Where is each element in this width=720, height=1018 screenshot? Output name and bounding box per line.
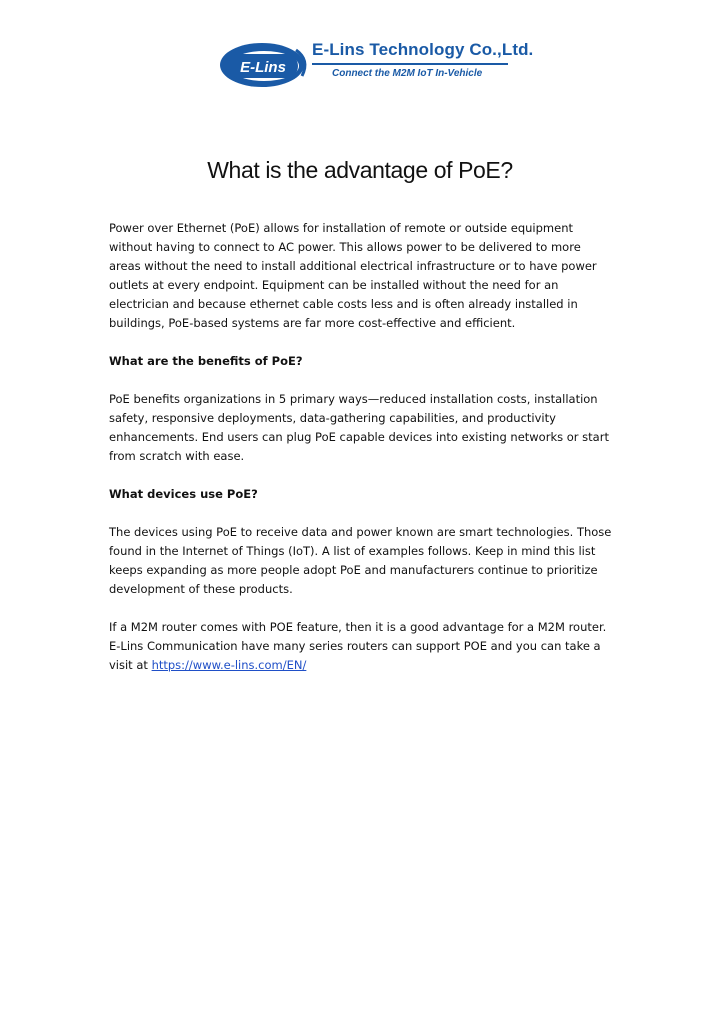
- devices-paragraph: The devices using PoE to receive data and power known are smart technologies. Those found in the Internet of Things (IoT). A list of examples follows. Keep in mind this list keeps expanding as more people adopt PoE and manufacturers continue to prioritize development of these products.: [109, 525, 612, 596]
- closing-paragraph: [109, 618, 615, 675]
- document-body: [109, 219, 615, 694]
- company-logo: [218, 38, 534, 94]
- benefits-heading: What are the benefits of PoE?: [109, 354, 303, 368]
- e-lins-logo-icon: [218, 40, 312, 90]
- closing-text: If a M2M router comes with POE feature, then it is a good advantage for a M2M router. E-Lins Communication have many series routers can support POE and you can take a visit at: [109, 620, 607, 672]
- intro-paragraph: Power over Ethernet (PoE) allows for installation of remote or outside equipment without having to connect to AC power. This allows power to be delivered to more areas without the need to install additional electrical infrastructure or to have power outlets at every endpoint. Equipment can be installed without the need for an electrician and because ethernet cable costs less and is often already installed in buildings, PoE-based systems are far more cost-effective and efficient.: [109, 221, 597, 330]
- company-name: E-Lins Technology Co.,Ltd.: [312, 40, 534, 59]
- devices-heading: What devices use PoE?: [109, 487, 258, 501]
- page-title: What is the advantage of PoE?: [207, 157, 513, 183]
- website-link[interactable]: https://www.e-lins.com/EN/: [151, 658, 307, 672]
- company-tagline: Connect the M2M IoT In-Vehicle: [332, 68, 483, 79]
- benefits-paragraph: PoE benefits organizations in 5 primary ways—reduced installation costs, installation safety, responsive deployments, data-gathering capabilities, and productivity enhancements. End users can plug PoE capable devices into existing networks or start from scratch with ease.: [109, 392, 609, 463]
- company-name-underline: [312, 63, 508, 65]
- logo-wordmark: E-Lins: [240, 59, 286, 76]
